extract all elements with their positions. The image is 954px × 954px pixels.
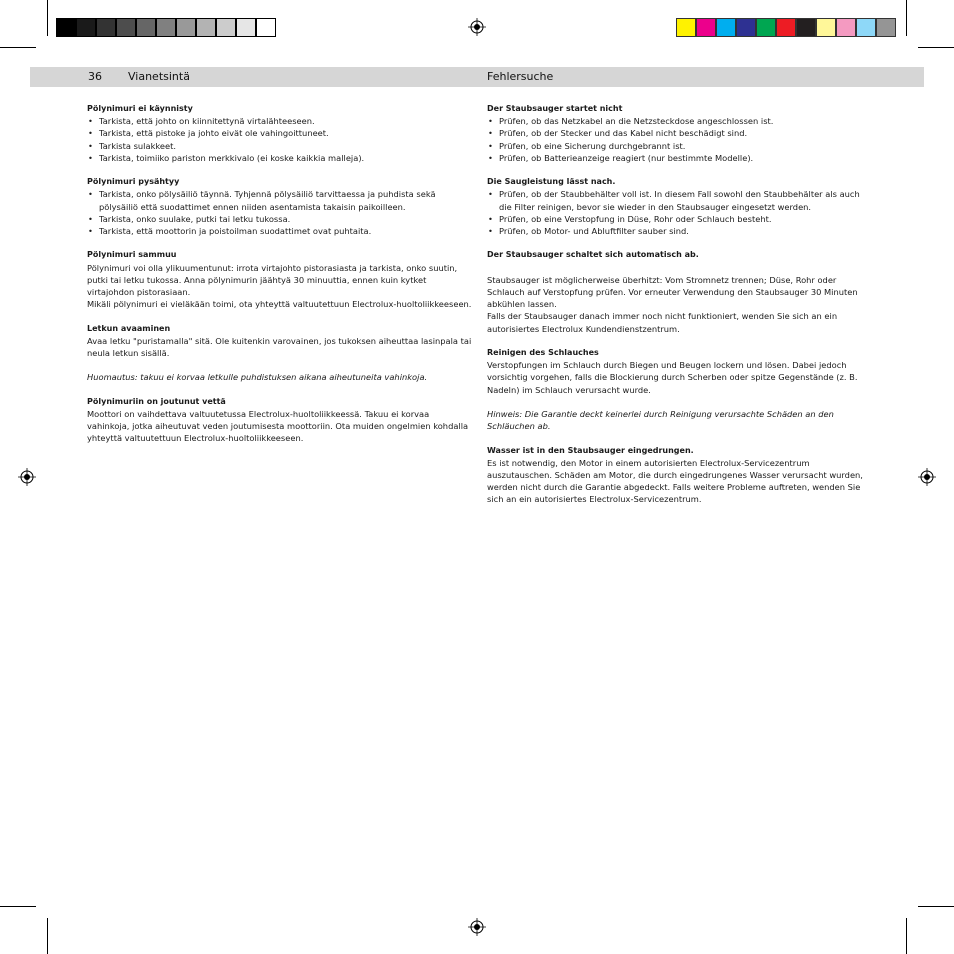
section [87,371,472,383]
color-swatch [776,18,796,37]
crop-mark [47,918,48,954]
crop-mark [918,47,954,48]
section [87,396,472,445]
german-column [487,103,872,518]
section-heading: Pölynimuri pysähtyy [87,177,180,187]
color-swatch [736,18,756,37]
crop-mark [0,906,36,907]
list-item: • Prüfen, ob der Stecker und das Kabel nicht beschädigt sind. [487,127,872,139]
page-number: 36 [88,70,102,83]
page-header [30,67,924,87]
header-title-finnish: Vianetsintä [128,70,190,83]
paragraph: Moottori on vaihdettava valtuutetussa Electrolux-huoltoliikkeessä. Takuu ei korvaa vahinkoja, jotka aiheutuvat veden joutumisesta moottoriin. Ota muiden ongelmien kohdalla yhteyttä valtuutettuun Electrolux-huoltoliikkeeseen. [87,409,469,444]
grey-swatch [176,18,196,37]
section [87,103,472,164]
paragraph: Mikäli pölynimuri ei vieläkään toimi, ota yhteyttä valtuutettuun Electrolux-huoltoliikkeeseen. [87,299,472,310]
grey-swatch [96,18,116,37]
color-swatch [816,18,836,37]
section-heading: Pölynimuriin on joutunut vettä [87,396,226,406]
grey-swatch [216,18,236,37]
paragraph: Avaa letku "puristamalla" sitä. Ole kuitenkin varovainen, jos tukoksen aiheuttaa lasinpala tai neula letkun sisällä. [87,335,472,359]
grey-swatch [256,18,276,37]
bullet-list [487,115,872,164]
section-heading: Der Staubsauger startet nicht [487,104,623,113]
registration-mark-icon [468,18,486,36]
registration-mark-icon [918,468,936,486]
section [87,323,472,360]
list-item: • Prüfen, ob das Netzkabel an die Netzsteckdose angeschlossen ist. [487,115,872,127]
color-swatch [836,18,856,37]
grey-swatch [136,18,156,37]
section [87,249,472,310]
color-swatch [676,18,696,37]
list-item: • Tarkista, että moottorin ja poistoilman suodattimet ovat puhtaita. [87,225,472,237]
header-title-german: Fehlersuche [487,70,554,83]
crop-mark [47,0,48,36]
note: Huomautus: takuu ei korvaa letkulle puhdistuksen aikana aiheutuneita vahinkoja. [87,372,428,383]
section-heading: Letkun avaaminen [87,323,171,333]
grey-swatch [236,18,256,37]
grey-swatch [116,18,136,37]
list-item: • Prüfen, ob Motor- und Abluftfilter sauber sind. [487,225,872,237]
note: Hinweis: Die Garantie deckt keinerlei durch Reinigung verursachte Schäden an den Schläuchen ab. [487,409,834,432]
list-item: • Tarkista, toimiiko pariston merkkivalo (ei koske kaikkia malleja). [87,152,472,164]
section-heading: Pölynimuri ei käynnisty [87,104,193,113]
registration-mark-icon [18,468,36,486]
crop-mark [906,918,907,954]
section-heading: Reinigen des Schlauches [487,348,599,357]
bullet-list [487,188,872,237]
crop-mark [906,0,907,36]
list-item: • Tarkista, että johto on kiinnitettynä virtalähteeseen. [87,115,472,127]
list-item: • Prüfen, ob eine Verstopfung in Düse, Rohr oder Schlauch besteht. [487,213,872,225]
list-item: • Tarkista, onko suulake, putki tai letku tukossa. [87,213,472,225]
crop-mark [918,906,954,907]
registration-mark-icon [468,918,486,936]
paragraph: Verstopfungen im Schlauch durch Biegen und Beugen lockern und lösen. Dabei jedoch vorsichtig vorgehen, falls die Blockierung durch Scherben oder spitze Gegenstände (z. B. Nadeln) im Schlauch verursacht wurde. [487,360,858,395]
paragraph: Pölynimuri voi olla ylikuumentunut: irrota virtajohto pistorasiasta ja tarkista, onko suutin, putki tai letku tukossa. Anna pölynimurin jäähtyä 30 minuuttia, ennen kuin kytket virtajohdon pistorasiaan. [87,262,458,298]
crop-mark [0,47,36,48]
paragraph: Falls der Staubsauger danach immer noch nicht funktioniert, wenden Sie sich an ein autorisiertes Electrolux Kundendienstzentrum. [487,311,838,334]
color-swatch [856,18,876,37]
section-heading: Wasser ist in den Staubsauger eingedrungen. [487,445,694,455]
list-item: • Tarkista, onko pölysäiliö täynnä. Tyhjennä pölysäiliö tarvittaessa ja puhdista sekä pölysäiliö että suodattimet ennen niiden asentamista takaisin paikoilleen. [87,188,472,212]
list-item: • Prüfen, ob der Staubbehälter voll ist. In diesem Fall sowohl den Staubbehälter als auch die Filter reinigen, bevor sie wieder in den Staubsauger eingesetzt werden. [487,188,872,212]
section [487,249,872,261]
grey-swatch [156,18,176,37]
color-swatch [796,18,816,37]
section-heading: Die Saugleistung lässt nach. [487,177,616,187]
color-swatch [696,18,716,37]
section [487,347,872,396]
color-swatch [716,18,736,37]
section [487,274,872,335]
list-item: • Tarkista sulakkeet. [87,140,472,152]
bullet-list [87,115,472,164]
list-item: • Tarkista, että pistoke ja johto eivät ole vahingoittuneet. [87,127,472,139]
color-swatch [876,18,896,37]
section [87,176,472,237]
grey-swatch-bar [56,18,276,37]
bullet-list [87,188,472,237]
finnish-column [87,103,472,457]
section [487,176,872,237]
list-item: • Prüfen, ob eine Sicherung durchgebrannt ist. [487,140,872,152]
paragraph: Staubsauger ist möglicherweise überhitzt: Vom Stromnetz trennen; Düse, Rohr oder Schlauch auf Verstopfung prüfen. Vor erneuter Verwendung den Staubsauger 30 Minuten abkühlen lassen. [487,274,858,310]
section-heading: Der Staubsauger schaltet sich automatisch ab. [487,250,699,260]
section [487,408,872,432]
grey-swatch [76,18,96,37]
section [487,103,872,164]
list-item: • Prüfen, ob Batterieanzeige reagiert (nur bestimmte Modelle). [487,152,872,164]
grey-swatch [56,18,76,37]
paragraph: Es ist notwendig, den Motor in einem autorisierten Electrolux-Servicezentrum auszutauschen. Schäden am Motor, die durch eingedrungenes Wasser verursacht wurden, werden nicht durch die Garantie abgedeckt. Falls weitere Probleme auftreten, wenden Sie sich an ein autorisiertes Electrolux-Servicezentrum. [487,457,863,505]
color-swatch-bar [676,18,896,37]
section-heading: Pölynimuri sammuu [87,250,177,260]
grey-swatch [196,18,216,37]
section [487,445,872,506]
color-swatch [756,18,776,37]
